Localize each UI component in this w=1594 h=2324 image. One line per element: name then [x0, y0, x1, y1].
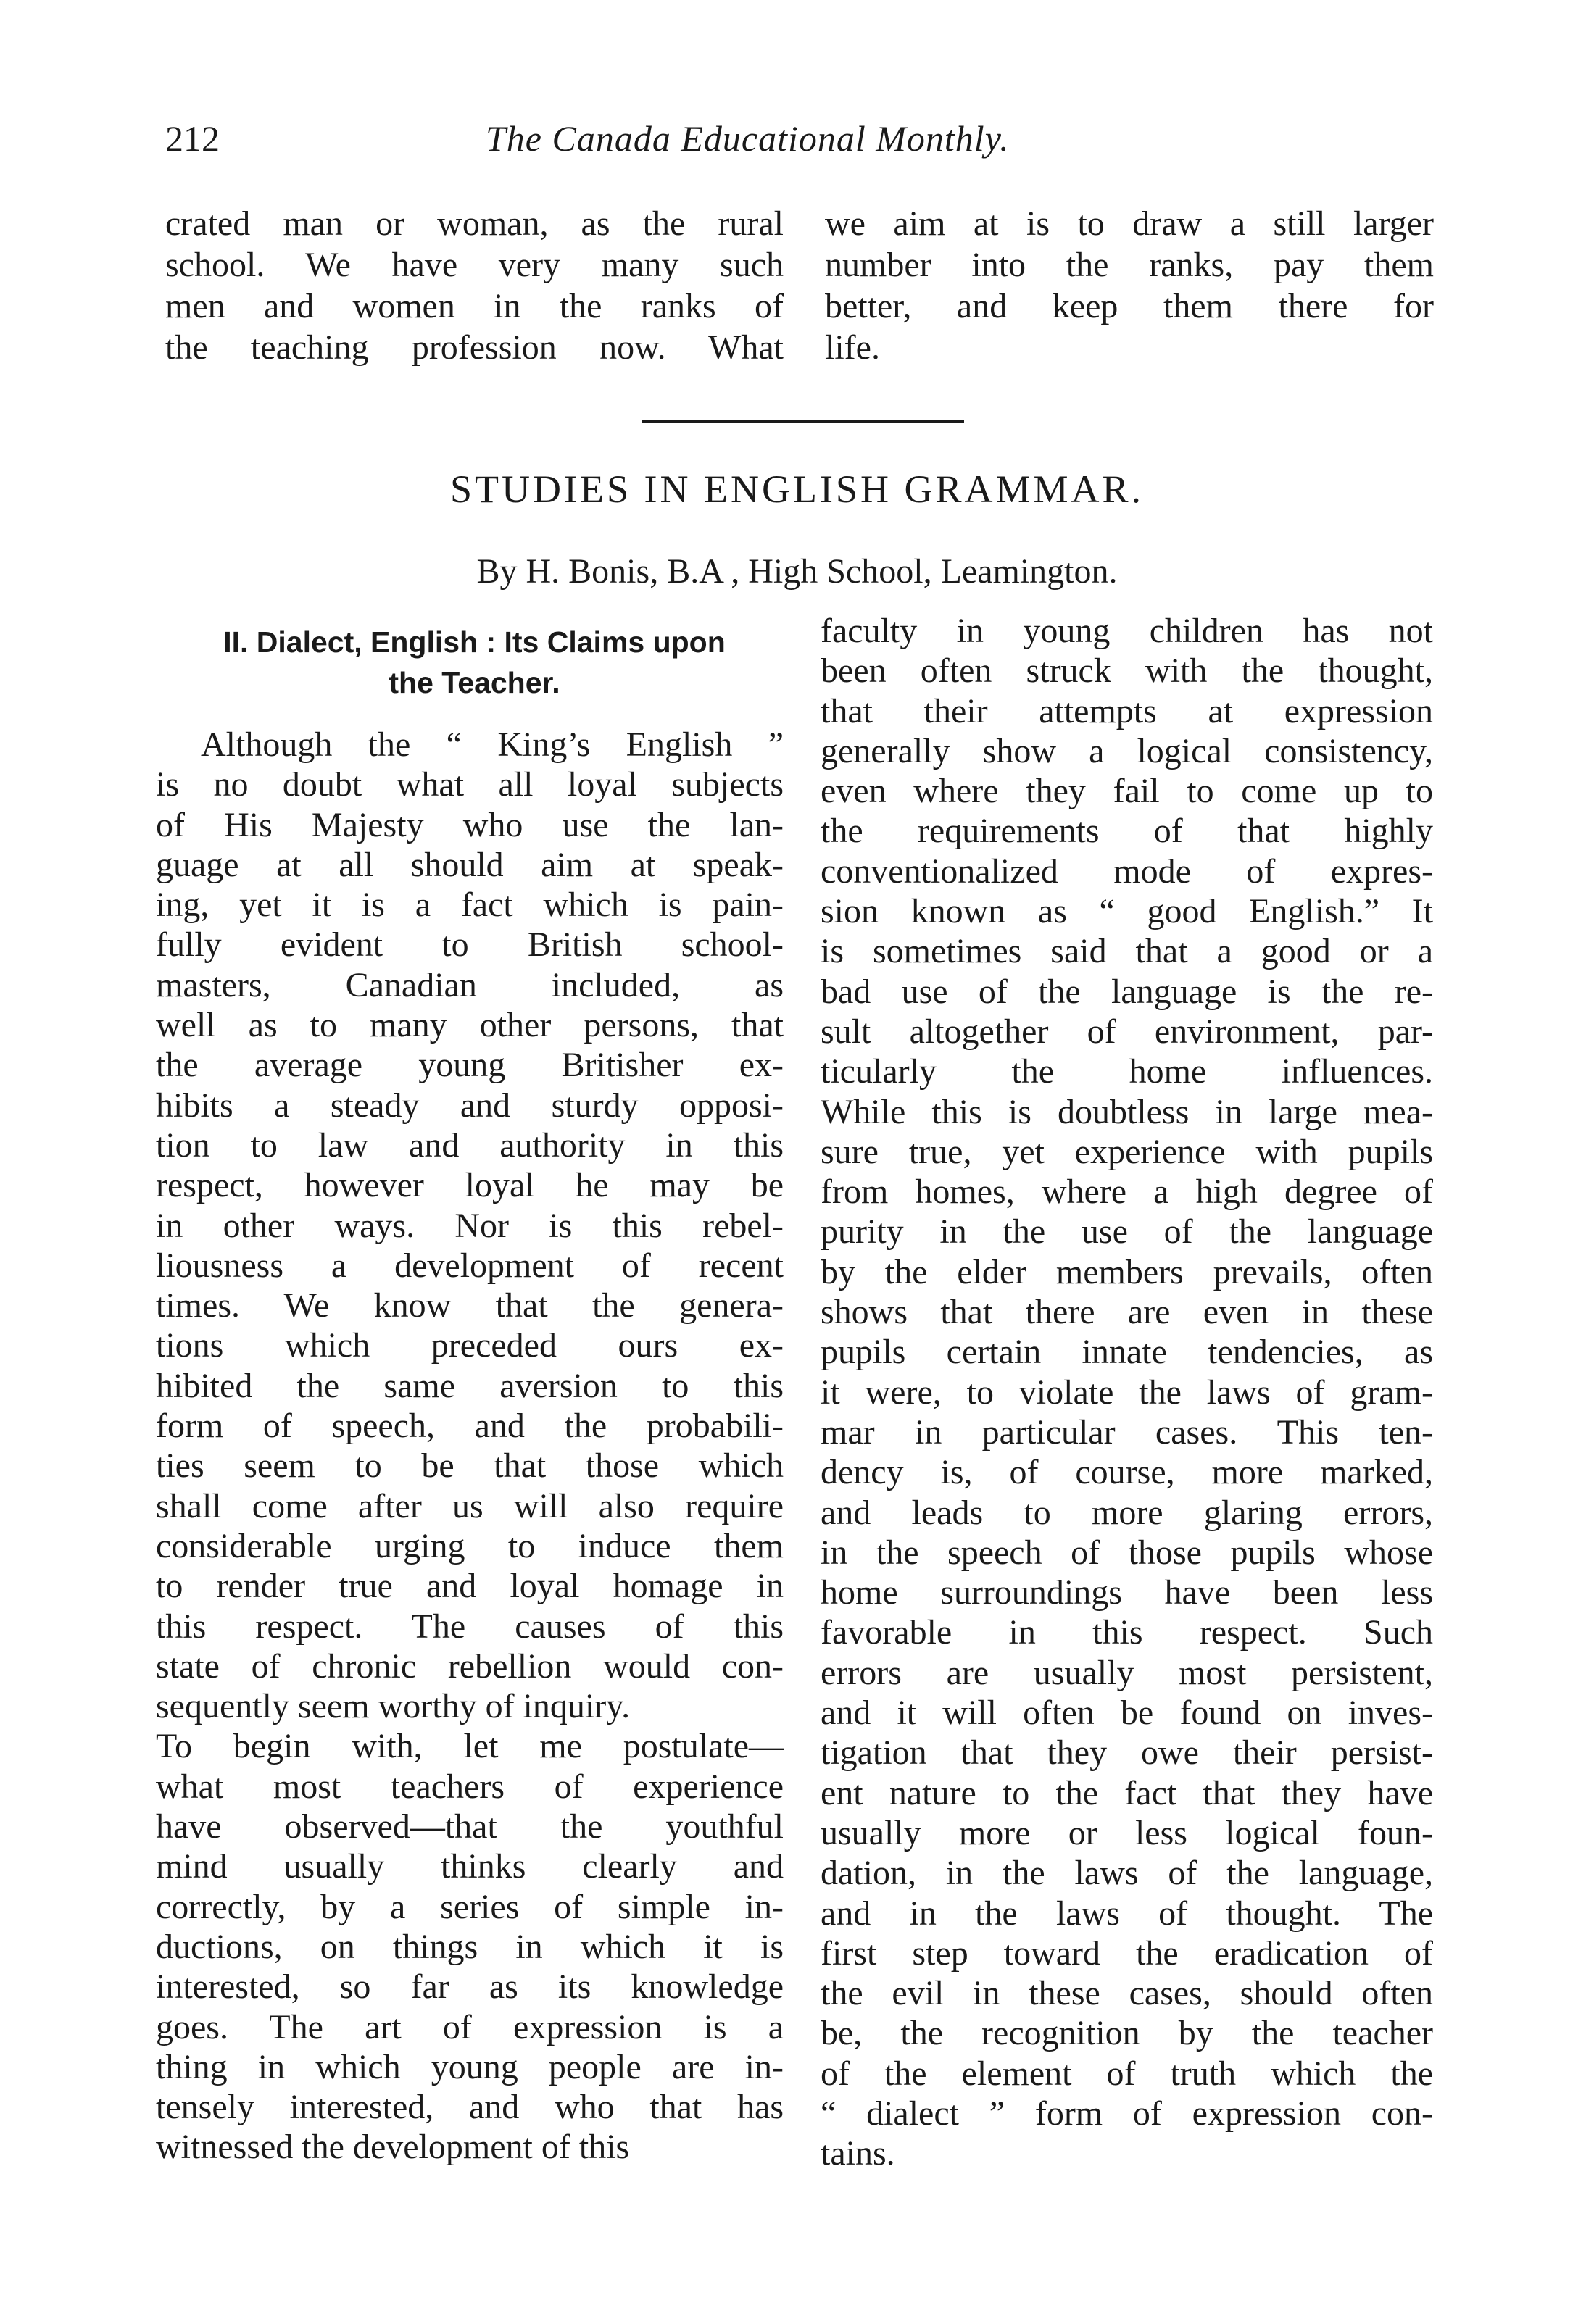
article-subheading — [165, 622, 784, 703]
text-line: school. We have very many such — [165, 246, 784, 284]
text-line: the teaching profession now. What — [165, 328, 784, 367]
text-line: faculty in young children has not — [821, 612, 1433, 650]
previous-article-right-column — [825, 203, 1434, 368]
text-line: thing in which young people are in- — [156, 2047, 784, 2086]
subheading-line: II. Dialect, English : Its Claims upon — [223, 625, 726, 659]
text-line: To begin with, let me postulate— — [156, 1727, 784, 1766]
text-line: goes. The art of expression is a — [156, 2007, 784, 2046]
text-line: dency is, of course, more marked, — [821, 1453, 1433, 1492]
text-line: crated man or woman, as the rural — [165, 204, 784, 243]
text-line: dation, in the laws of the language, — [821, 1854, 1433, 1893]
text-line: better, and keep them there for — [825, 287, 1434, 325]
text-line: even where they fail to come up to — [821, 772, 1433, 811]
text-line: life. — [825, 328, 880, 367]
text-line: home surroundings have been less — [821, 1573, 1433, 1612]
text-line: sult altogether of environment, par- — [821, 1012, 1433, 1051]
text-line: well as to many other persons, that — [156, 1006, 784, 1045]
text-line: mar in particular cases. This ten- — [821, 1412, 1433, 1452]
text-line: been often struck with the thought, — [821, 651, 1433, 691]
text-line: that their attempts at expression — [821, 691, 1433, 730]
text-line: guage at all should aim at speak- — [156, 845, 784, 884]
text-line: in the speech of those pupils whose — [821, 1533, 1433, 1572]
text-line: errors are usually most persistent, — [821, 1653, 1433, 1692]
text-line: form of speech, and the probabili- — [156, 1407, 784, 1446]
text-line: the average young Britisher ex- — [156, 1046, 784, 1085]
text-line: men and women in the ranks of — [165, 287, 784, 325]
text-line: purity in the use of the language — [821, 1212, 1433, 1251]
text-line: have observed—that the youthful — [156, 1807, 784, 1846]
text-line: correctly, by a series of simple in- — [156, 1887, 784, 1926]
text-line: sure true, yet experience with pupils — [821, 1132, 1433, 1171]
text-line: and it will often be found on inves- — [821, 1694, 1433, 1733]
text-line: this respect. The causes of this — [156, 1607, 784, 1646]
text-line: of His Majesty who use the lan- — [156, 805, 784, 844]
text-line: to render true and loyal homage in — [156, 1567, 784, 1606]
text-line: of the element of truth which the — [821, 2054, 1433, 2093]
text-line: the evil in these cases, should often — [821, 1974, 1433, 2013]
text-line: and in the laws of thought. The — [821, 1894, 1433, 1933]
text-line: times. We know that the genera- — [156, 1286, 784, 1325]
text-line: generally show a logical consistency, — [821, 731, 1433, 770]
text-line: interested, so far as its knowledge — [156, 1967, 784, 2007]
text-line: shall come after us will also require — [156, 1486, 784, 1525]
text-line: we aim at is to draw a still larger — [825, 204, 1434, 243]
text-line: tigation that they owe their persist- — [821, 1733, 1433, 1773]
previous-article-left-column — [165, 203, 784, 368]
text-line: witnessed the development of this — [156, 2128, 630, 2167]
text-line: “ dialect ” form of expression con- — [821, 2094, 1433, 2133]
article-byline: By H. Bonis, B.A , High School, Leamington. — [476, 552, 1118, 591]
page-number: 212 — [165, 118, 220, 159]
text-line: in other ways. Nor is this rebel- — [156, 1206, 784, 1245]
text-line: is no doubt what all loyal subjects — [156, 765, 784, 804]
text-line: number into the ranks, pay them — [825, 246, 1434, 284]
text-line: and leads to more glaring errors, — [821, 1493, 1433, 1532]
text-line: tions which preceded ours ex- — [156, 1326, 784, 1365]
article-right-column — [821, 611, 1433, 2174]
text-line: ties seem to be that those which — [156, 1446, 784, 1486]
text-line: bad use of the language is the re- — [821, 972, 1433, 1011]
running-title: The Canada Educational Monthly. — [486, 118, 1010, 159]
text-line: sion known as “ good English.” It — [821, 892, 1433, 931]
text-line: considerable urging to induce them — [156, 1526, 784, 1565]
text-line: tensely interested, and who that has — [156, 2088, 784, 2127]
text-line: pupils certain innate tendencies, as — [821, 1333, 1433, 1372]
text-line: first step toward the eradication of — [821, 1933, 1433, 1973]
text-line: ticularly the home influences. — [821, 1052, 1433, 1091]
text-line: is sometimes said that a good or a — [821, 932, 1433, 971]
text-line: mind usually thinks clearly and — [156, 1847, 784, 1886]
text-line: shows that there are even in these — [821, 1293, 1433, 1332]
text-line: what most teachers of experience — [156, 1767, 784, 1806]
article-title: STUDIES IN ENGLISH GRAMMAR. — [449, 467, 1145, 511]
text-line: ing, yet it is a fact which is pain- — [156, 886, 784, 925]
text-line: liousness a development of recent — [156, 1246, 784, 1285]
text-line: Although the “ King’s English ” — [201, 725, 784, 764]
text-line: it were, to violate the laws of gram- — [821, 1373, 1433, 1412]
text-line: from homes, where a high degree of — [821, 1173, 1433, 1212]
text-line: While this is doubtless in large mea- — [821, 1092, 1433, 1131]
text-line: tion to law and authority in this — [156, 1125, 784, 1165]
text-line: ductions, on things in which it is — [156, 1927, 784, 1966]
text-line: the requirements of that highly — [821, 812, 1433, 851]
text-line: favorable in this respect. Such — [821, 1613, 1433, 1652]
text-line: fully evident to British school- — [156, 925, 784, 965]
subheading-line: the Teacher. — [389, 666, 560, 699]
text-line: hibited the same aversion to this — [156, 1366, 784, 1405]
text-line: respect, however loyal he may be — [156, 1166, 784, 1205]
text-line: be, the recognition by the teacher — [821, 2014, 1433, 2053]
text-line: tains. — [821, 2134, 895, 2173]
text-line: by the elder members prevails, often — [821, 1252, 1433, 1291]
text-line: sequently seem worthy of inquiry. — [156, 1687, 631, 1726]
article-left-column — [156, 725, 784, 2167]
section-divider — [642, 420, 964, 423]
text-line: conventionalized mode of expres- — [821, 851, 1433, 891]
text-line: usually more or less logical foun- — [821, 1813, 1433, 1852]
text-line: state of chronic rebellion would con- — [156, 1646, 784, 1686]
text-line: masters, Canadian included, as — [156, 965, 784, 1004]
text-line: hibits a steady and sturdy opposi- — [156, 1086, 784, 1125]
text-line: ent nature to the fact that they have — [821, 1773, 1433, 1812]
